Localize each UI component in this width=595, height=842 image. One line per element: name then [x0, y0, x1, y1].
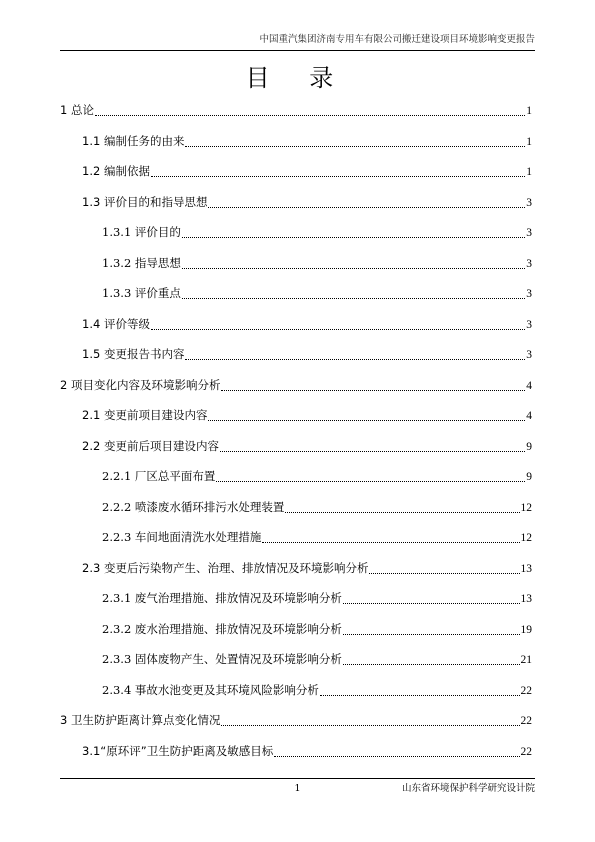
toc-leader-dots [208, 419, 525, 421]
toc-entry-label: 1.3.1 评价目的 [102, 225, 181, 239]
toc-leader-dots [182, 236, 525, 238]
toc-leader-dots [369, 572, 519, 574]
toc-entry[interactable] [60, 95, 532, 126]
toc-entry[interactable] [60, 370, 532, 401]
toc-entry[interactable] [60, 644, 532, 675]
toc-entry[interactable] [60, 492, 532, 523]
toc-entry-label: 1.2 编制依据 [82, 164, 150, 178]
toc-leader-dots [220, 450, 525, 452]
toc-entry-label: 3.1“原环评”卫生防护距离及敏感目标 [82, 743, 274, 758]
toc-entry-label: 2.2.2 喷漆废水循环排污水处理装置 [102, 499, 285, 514]
toc-entry-page: 3 [526, 318, 532, 331]
toc-entry[interactable] [60, 278, 532, 309]
toc-entry-page: 3 [526, 288, 532, 300]
toc-entry[interactable] [60, 614, 532, 645]
toc-entry-label: 1 总论 [60, 103, 94, 117]
toc-leader-dots [221, 724, 519, 726]
toc-leader-dots [185, 358, 525, 360]
toc-entry-page: 4 [526, 379, 532, 392]
toc-leader-dots [151, 175, 525, 177]
toc-entry-page: 1 [526, 135, 532, 148]
toc-entry-page: 12 [520, 501, 532, 514]
page-title: 目 录 [245, 64, 350, 92]
toc-entry-label: 2.3.3 固体废物产生、处置情况及环境影响分析 [102, 652, 342, 666]
toc-leader-dots [185, 145, 525, 147]
toc-entry-label: 2.2.1 厂区总平面布置 [102, 469, 216, 483]
toc-entry-page: 3 [526, 196, 532, 209]
toc-entry-label: 2 项目变化内容及环境影响分析 [60, 377, 221, 392]
toc-leader-dots [262, 541, 519, 543]
toc-entry-page: 9 [526, 440, 532, 453]
toc-entry-page: 22 [520, 684, 532, 697]
toc-entry[interactable] [60, 675, 532, 706]
toc-entry[interactable] [60, 461, 532, 492]
toc-leader-dots [216, 480, 525, 482]
toc-leader-dots [221, 389, 525, 391]
page-header [60, 30, 535, 51]
header-text: 中国重汽集团济南专用车有限公司搬迁建设项目环境影响变更报告 [259, 34, 535, 45]
toc-entry[interactable] [60, 583, 532, 614]
toc-entry-label: 1.3 评价目的和指导思想 [82, 194, 208, 209]
toc-entry-label: 2.1 变更前项目建设内容 [82, 408, 208, 422]
toc-entry[interactable] [60, 309, 532, 340]
toc-leader-dots [151, 328, 525, 330]
toc-entry-page: 12 [520, 532, 532, 544]
page-number: 1 [294, 783, 301, 794]
toc-entry-label: 2.3 变更后污染物产生、治理、排放情况及环境影响分析 [82, 560, 369, 575]
toc-entry-label: 2.3.2 废水治理措施、排放情况及环境影响分析 [102, 621, 342, 636]
toc-entry[interactable] [60, 431, 532, 462]
toc-entry-label: 2.3.4 事故水池变更及其环境风险影响分析 [102, 682, 319, 697]
toc-entry-page: 13 [520, 562, 532, 575]
toc-leader-dots [343, 663, 520, 665]
footer-organization: 山东省环境保护科学研究设计院 [401, 783, 535, 794]
toc-entry-label: 1.3.2 指导思想 [102, 255, 181, 270]
toc-entry-page: 1 [526, 105, 532, 117]
toc-entry-page: 3 [526, 349, 532, 361]
toc-entry-label: 1.1 编制任务的由来 [82, 133, 185, 148]
toc-entry-page: 13 [520, 593, 532, 605]
toc-entry[interactable] [60, 705, 532, 736]
toc-entry-label: 3 卫生防护距离计算点变化情况 [60, 713, 221, 727]
toc-entry-page: 1 [526, 166, 532, 178]
toc-entry[interactable] [60, 187, 532, 218]
toc-entry[interactable] [60, 553, 532, 584]
toc-entry-page: 19 [520, 623, 532, 636]
toc-entry[interactable] [60, 400, 532, 431]
toc-entry[interactable] [60, 217, 532, 248]
toc-entry-page: 3 [526, 227, 532, 239]
toc-entry-label: 1.5 变更报告书内容 [82, 347, 185, 361]
toc-leader-dots [343, 633, 520, 635]
toc-entry[interactable] [60, 248, 532, 279]
toc-leader-dots [343, 602, 520, 604]
toc-leader-dots [285, 511, 519, 513]
toc-leader-dots [320, 694, 520, 696]
toc-entry-label: 2.2.3 车间地面清洗水处理措施 [102, 530, 262, 544]
toc-leader-dots [208, 206, 525, 208]
toc-entry-label: 2.3.1 废气治理措施、排放情况及环境影响分析 [102, 591, 342, 605]
toc-entry-label: 1.4 评价等级 [82, 316, 150, 331]
toc-leader-dots [182, 297, 525, 299]
toc-entry-page: 21 [520, 654, 532, 666]
toc-entry[interactable] [60, 339, 532, 370]
toc-entry[interactable] [60, 522, 532, 553]
toc-entry-page: 22 [520, 715, 532, 727]
toc-entry-label: 1.3.3 评价重点 [102, 286, 181, 300]
toc-entry-page: 22 [520, 745, 532, 758]
toc-leader-dots [182, 267, 525, 269]
toc-entry-page: 9 [526, 471, 532, 483]
toc-entry[interactable] [60, 126, 532, 157]
toc-entry-page: 4 [526, 410, 532, 422]
toc-entry[interactable] [60, 736, 532, 767]
table-of-contents [60, 95, 532, 766]
toc-entry-page: 3 [526, 257, 532, 270]
toc-leader-dots [274, 755, 519, 757]
toc-leader-dots [95, 114, 525, 116]
toc-entry-label: 2.2 变更前后项目建设内容 [82, 438, 219, 453]
toc-entry[interactable] [60, 156, 532, 187]
page-footer [60, 778, 535, 799]
